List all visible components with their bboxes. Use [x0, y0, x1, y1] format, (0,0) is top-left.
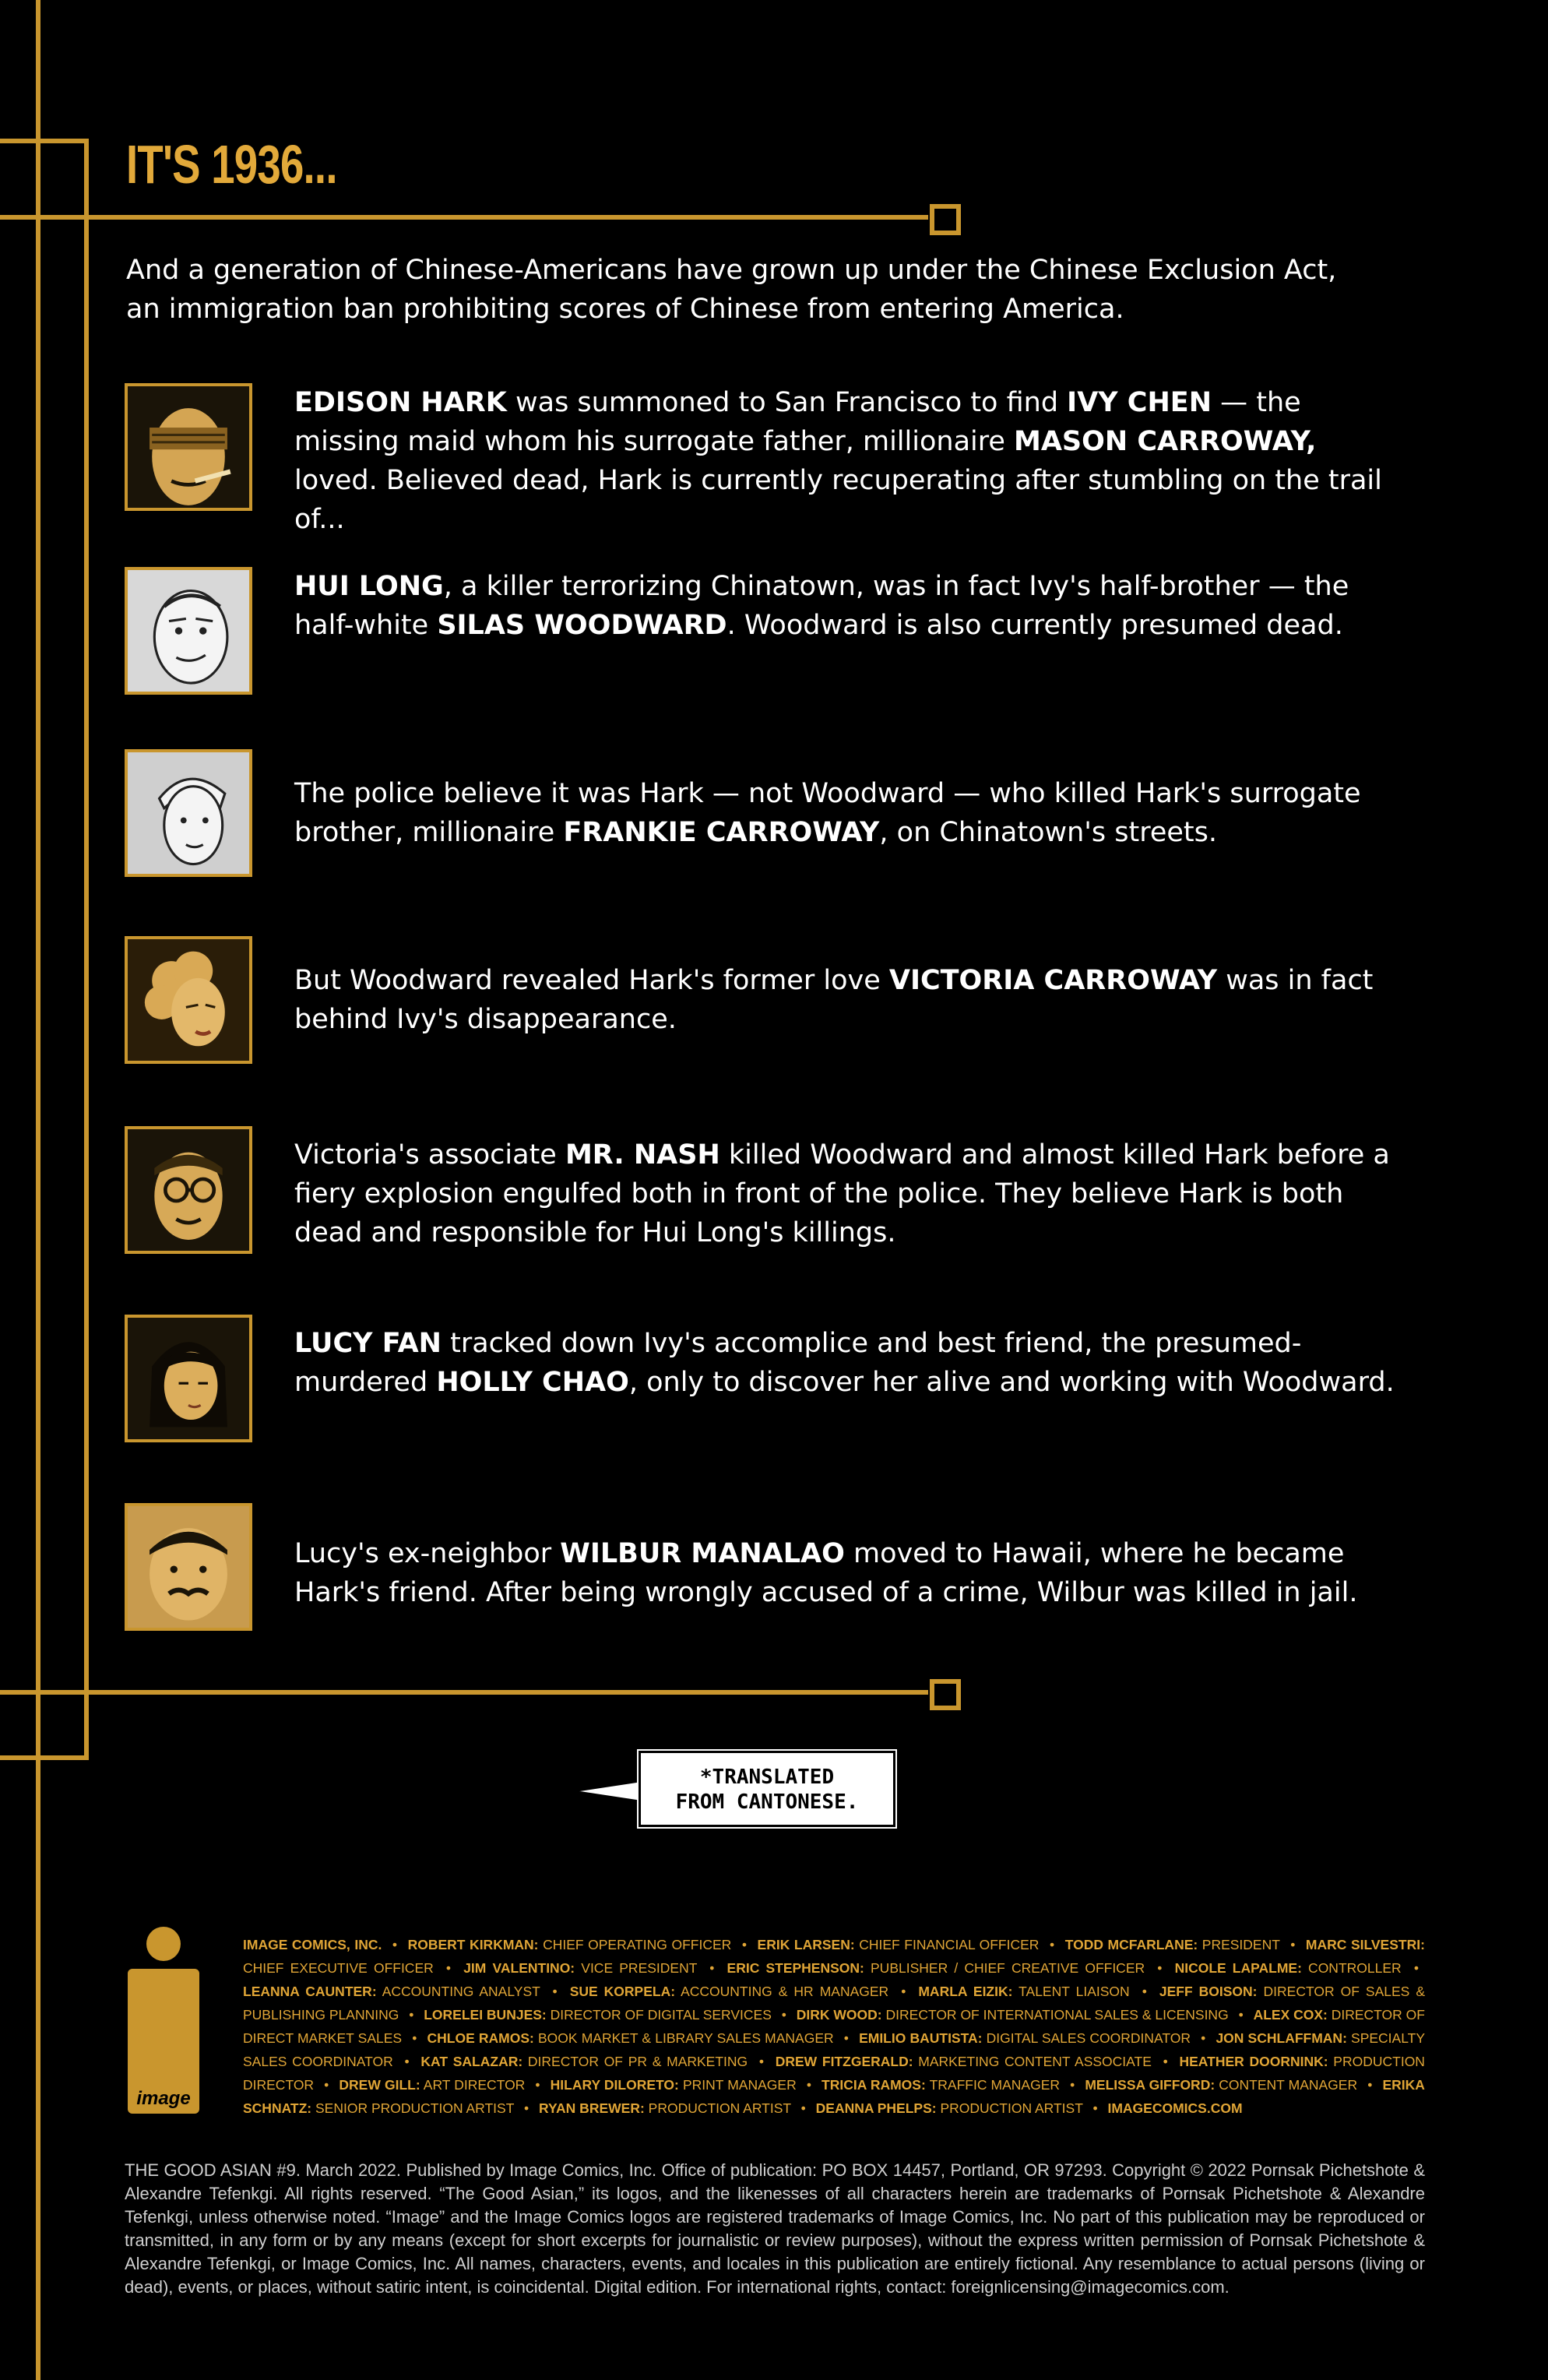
credit-item — [427, 2030, 834, 2046]
credit-separator: • — [1157, 1960, 1163, 1976]
credit-role: DIRECTOR OF INTERNATIONAL SALES & LICENSING — [881, 2007, 1229, 2023]
recap-entry-mr-nash — [125, 1126, 1433, 1259]
credit-separator: • — [1092, 2100, 1098, 2116]
credit-separator: • — [409, 2007, 414, 2023]
speech-bubble-line: *TRANSLATED — [699, 1766, 835, 1789]
credit-separator: • — [523, 2100, 529, 2116]
credit-separator: • — [552, 1984, 558, 1999]
credit-role: ACCOUNTING & HR MANAGER — [675, 1984, 889, 1999]
image-comics-logo-icon — [125, 1924, 202, 2117]
credit-name: DIRK WOOD: — [796, 2007, 882, 2023]
credit-item — [859, 2030, 1191, 2046]
credit-role: TRAFFIC MANAGER — [925, 2077, 1061, 2093]
frame-top-line — [0, 139, 89, 143]
credit-item — [1065, 1937, 1280, 1952]
blindfolded-man-portrait-icon — [125, 383, 252, 511]
intro-text: And a generation of Chinese-Americans have grown up under the Chinese Exclusion Act, an immigration ban prohibiting scores of Chinese from entering America. — [126, 255, 1337, 325]
recap-entry-text — [294, 567, 1400, 645]
frame-bottom-line-1 — [0, 1690, 928, 1695]
credit-item — [776, 2054, 1152, 2069]
credit-role: SENIOR PRODUCTION ARTIST — [311, 2100, 515, 2116]
recap-entry-text — [294, 774, 1400, 852]
credit-separator: • — [1070, 2077, 1075, 2093]
credit-item — [816, 2100, 1083, 2116]
entry-segment: VICTORIA CARROWAY — [888, 965, 1218, 996]
curly-haired-woman-portrait-icon — [125, 936, 252, 1064]
credit-name: KAT SALAZAR: — [420, 2054, 523, 2069]
credit-role: TALENT LIAISON — [1012, 1984, 1130, 1999]
credit-item — [1107, 2100, 1242, 2116]
young-man-portrait-icon — [125, 749, 252, 877]
credit-separator: • — [535, 2077, 540, 2093]
credit-role: CHIEF OPERATING OFFICER — [538, 1937, 732, 1952]
credit-role: MARKETING CONTENT ASSOCIATE — [913, 2054, 1152, 2069]
credit-name: MARLA EIZIK: — [918, 1984, 1013, 1999]
credit-name: ERIK LARSEN: — [757, 1937, 855, 1952]
entry-segment: , a killer terrorizing Chinatown, was in fact Ivy's half-brother — the half-white — [294, 571, 1349, 641]
credit-item — [1175, 1960, 1402, 1976]
entry-segment: HUI LONG — [294, 571, 444, 602]
entry-segment: Victoria's associate — [294, 1139, 565, 1171]
credit-name: ERIKA SCHNATZ: — [243, 2077, 1425, 2116]
credit-name: JIM VALENTINO: — [463, 1960, 575, 1976]
credit-separator: • — [404, 2054, 410, 2069]
credit-item — [821, 2077, 1060, 2093]
credit-role: CHIEF EXECUTIVE OFFICER — [243, 1960, 434, 1976]
credit-name: LORELEI BUNJES: — [424, 2007, 547, 2023]
credit-name: MARC SILVESTRI: — [1305, 1937, 1425, 1952]
legal-text: THE GOOD ASIAN #9. March 2022. Published by Image Comics, Inc. Office of publication: PO BOX 14457, Portland, OR 97293. Copyright © 2022 Pornsak Pichetshote & Alexandre Tefenkgi. All rights reserved. “The Good Asian,” its logos, and the likenesses of all characters herein are trademarks of Pornsak Pichetshote & Alexandre Tefenkgi, unless otherwise noted. “Image” and the Image Comics logos are registered trademarks of Image Comics, Inc. No part of this publication may be reproduced or transmitted, in any form or by any means (except for short excerpts for journalistic or review purposes), without the express written permission of Pornsak Pichetshote & Alexandre Tefenkgi, or Image Comics, Inc. All names, characters, events, and locales in this publication are entirely fictional. Any resemblance to actual persons (living or dead), events, or places, without satiric intent, is coincidental. Digital edition. For international rights, contact: foreignlicensing@imagecomics.com. — [125, 2160, 1425, 2297]
entry-segment: HOLLY CHAO — [436, 1367, 629, 1398]
credit-role: DIRECTOR OF DIRECT MARKET SALES — [243, 2007, 1425, 2046]
credit-separator: • — [445, 1960, 452, 1976]
frame-bottom-line-2 — [0, 1755, 89, 1760]
entry-segment: SILAS WOODWARD — [437, 610, 727, 641]
credit-name: TODD MCFARLANE: — [1064, 1937, 1198, 1952]
credit-role: PRINT MANAGER — [678, 2077, 797, 2093]
credit-role: ART DIRECTOR — [420, 2077, 526, 2093]
credit-separator: • — [1163, 2054, 1168, 2069]
credit-separator: • — [800, 2100, 806, 2116]
recap-entry-frankie-carroway — [125, 749, 1433, 882]
entry-segment: was in fact behind Ivy's disappearance. — [294, 965, 1374, 1035]
credit-separator: • — [758, 2054, 765, 2069]
recap-entry-text — [294, 961, 1400, 1039]
credit-role: DIGITAL SALES COORDINATOR — [982, 2030, 1191, 2046]
credit-item — [463, 1960, 697, 1976]
credit-separator: • — [1290, 1937, 1296, 1952]
credit-name: JON SCHLAFFMAN: — [1216, 2030, 1347, 2046]
credit-item — [420, 2054, 748, 2069]
credit-separator: • — [392, 1937, 398, 1952]
credit-name: TRICIA RAMOS: — [821, 2077, 926, 2093]
recap-entry-wilbur-manalao — [125, 1503, 1433, 1635]
man-with-glasses-portrait-icon — [125, 1126, 252, 1254]
frame-ornament-bottom — [930, 1679, 961, 1710]
credit-separator: • — [412, 2030, 417, 2046]
credit-separator: • — [843, 2030, 849, 2046]
entry-segment: The police believe it was Hark — not Woodward — who killed Hark's surrogate brother, millionaire — [294, 778, 1361, 848]
recap-entry-edison-hark — [125, 383, 1433, 535]
credit-name: EMILIO BAUTISTA: — [859, 2030, 983, 2046]
credit-separator: • — [1413, 1960, 1419, 1976]
logo-text: image — [136, 2088, 191, 2109]
credit-name: DREW FITZGERALD: — [775, 2054, 913, 2069]
credit-role: ACCOUNTING ANALYST — [376, 1984, 540, 1999]
credit-separator: • — [1238, 2007, 1244, 2023]
credit-item — [539, 2100, 791, 2116]
credit-name: HEATHER DOORNINK: — [1179, 2054, 1328, 2069]
credit-role: PRODUCTION DIRECTOR — [243, 2054, 1425, 2093]
credit-role: BOOK MARKET & LIBRARY SALES MANAGER — [533, 2030, 834, 2046]
credit-name: IMAGE COMICS, INC. — [243, 1937, 382, 1952]
credit-role: PRODUCTION ARTIST — [936, 2100, 1083, 2116]
credit-separator: • — [901, 1984, 906, 1999]
credit-role: PRODUCTION ARTIST — [644, 2100, 791, 2116]
credit-separator: • — [781, 2007, 786, 2023]
credit-role: PUBLISHER / CHIEF CREATIVE OFFICER — [864, 1960, 1145, 1976]
credit-role: DIRECTOR OF DIGITAL SERVICES — [546, 2007, 772, 2023]
recap-entry-hui-long — [125, 567, 1433, 699]
entry-segment: IVY CHEN — [1067, 387, 1212, 418]
recap-entry-text — [294, 1135, 1400, 1252]
frame-left-vertical-outer — [36, 0, 40, 2380]
credit-item — [408, 1937, 732, 1952]
credit-separator: • — [324, 2077, 329, 2093]
woman-portrait-icon — [125, 1315, 252, 1442]
credit-name: CHLOE RAMOS: — [427, 2030, 534, 2046]
mustached-man-portrait-icon — [125, 1503, 252, 1631]
entry-segment: EDISON HARK — [294, 387, 507, 418]
credit-name: IMAGECOMICS.COM — [1107, 2100, 1243, 2116]
recap-entry-text — [294, 1324, 1400, 1402]
credit-item — [758, 1937, 1040, 1952]
frame-left-vertical-inner — [84, 139, 89, 1760]
credit-name: SUE KORPELA: — [569, 1984, 676, 1999]
credit-item — [1085, 2077, 1357, 2093]
credit-name: ERIC STEPHENSON: — [727, 1960, 864, 1976]
credit-role: CONTENT MANAGER — [1215, 2077, 1358, 2093]
speech-bubble-line: FROM CANTONESE. — [675, 1790, 859, 1814]
credit-role: DIRECTOR OF SALES & PUBLISHING PLANNING — [243, 1984, 1425, 2023]
credit-name: DREW GILL: — [339, 2077, 420, 2093]
entry-segment: moved to Hawaii, where he became Hark's friend. After being wrongly accused of a crime, Wilbur was killed in jail. — [294, 1538, 1358, 1608]
credit-name: ROBERT KIRKMAN: — [407, 1937, 539, 1952]
credit-role: DIRECTOR OF PR & MARKETING — [522, 2054, 748, 2069]
credit-name: DEANNA PHELPS: — [815, 2100, 937, 2116]
credit-separator: • — [1142, 1984, 1147, 1999]
credit-separator: • — [741, 1937, 747, 1952]
credit-name: RYAN BREWER: — [538, 2100, 645, 2116]
recap-entry-text — [294, 1534, 1400, 1612]
credit-separator: • — [1201, 2030, 1206, 2046]
speech-bubble-tail — [575, 1780, 645, 1803]
credit-item — [918, 1984, 1129, 1999]
frame-title-underline — [0, 215, 928, 220]
entry-segment: killed Woodward and almost killed Hark before a fiery explosion engulfed both in front of the police. They believe Hark is both dead and responsible for Hui Long's killings. — [294, 1139, 1390, 1248]
credit-item — [797, 2007, 1229, 2023]
credit-item — [424, 2007, 772, 2023]
entry-segment: Lucy's ex-neighbor — [294, 1538, 561, 1569]
credit-name: ALEX COX: — [1253, 2007, 1328, 2023]
entry-segment: — the missing maid whom his surrogate father, millionaire — [294, 387, 1301, 457]
entry-segment: , only to discover her alive and working with Woodward. — [628, 1367, 1395, 1398]
entry-segment: , on Chinatown's streets. — [879, 817, 1218, 848]
credit-role: CONTROLLER — [1301, 1960, 1402, 1976]
entry-segment: tracked down Ivy's accomplice and best friend, the presumed-murdered — [294, 1328, 1302, 1398]
entry-segment: . Woodward is also currently presumed dead. — [727, 610, 1343, 641]
credit-separator: • — [1050, 1937, 1055, 1952]
credit-name: NICOLE LAPALME: — [1174, 1960, 1302, 1976]
credit-role: CHIEF FINANCIAL OFFICER — [854, 1937, 1040, 1952]
entry-segment: loved. Believed dead, Hark is currently recuperating after stumbling on the trail of... — [294, 465, 1382, 535]
credits-block — [243, 1933, 1425, 2120]
entry-segment: MR. NASH — [565, 1139, 720, 1171]
credit-item — [243, 1984, 540, 1999]
old-man-portrait-icon — [125, 567, 252, 695]
credit-name: JEFF BOISON: — [1159, 1984, 1258, 1999]
credit-name: LEANNA CAUNTER: — [243, 1984, 377, 1999]
credit-name: MELISSA GIFFORD: — [1085, 2077, 1216, 2093]
credit-item — [727, 1960, 1145, 1976]
credit-role: VICE PRESIDENT — [575, 1960, 698, 1976]
frame-ornament-top — [930, 204, 961, 235]
entry-segment: MASON CARROWAY, — [1014, 426, 1317, 457]
credit-separator: • — [806, 2077, 811, 2093]
credit-item — [243, 1937, 382, 1952]
entry-segment: WILBUR MANALAO — [560, 1538, 845, 1569]
entry-segment: LUCY FAN — [294, 1328, 442, 1359]
credit-item — [570, 1984, 889, 1999]
recap-entry-victoria-carroway — [125, 936, 1433, 1069]
entry-segment: But Woodward revealed Hark's former love — [294, 965, 889, 996]
page-title: IT'S 1936... — [126, 134, 337, 195]
speech-bubble — [639, 1751, 895, 1827]
credit-separator: • — [709, 1960, 715, 1976]
recap-entry-text — [294, 383, 1400, 539]
entry-segment: FRANKIE CARROWAY — [563, 817, 880, 848]
credit-separator: • — [1367, 2077, 1373, 2093]
credit-item — [339, 2077, 525, 2093]
recap-entry-lucy-fan — [125, 1315, 1433, 1447]
entry-segment: was summoned to San Francisco to find — [506, 387, 1068, 418]
credit-role: PRESIDENT — [1198, 1937, 1280, 1952]
credit-item — [551, 2077, 797, 2093]
credit-role: SPECIALTY SALES COORDINATOR — [243, 2030, 1426, 2069]
credit-name: HILARY DILORETO: — [550, 2077, 679, 2093]
